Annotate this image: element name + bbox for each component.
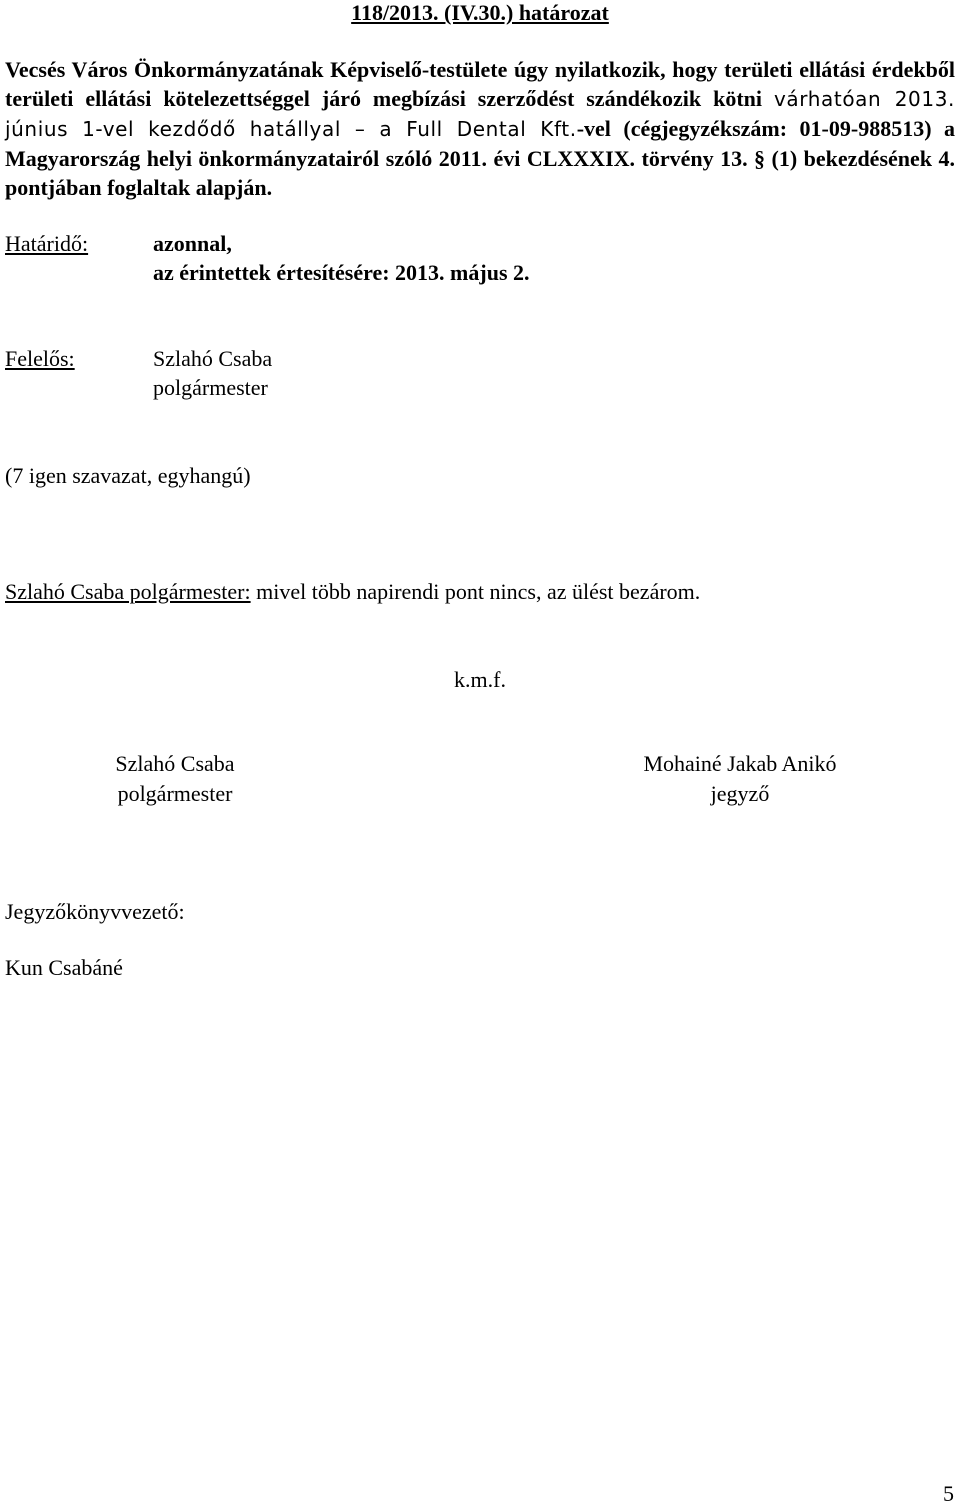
resolution-title: 118/2013. (IV.30.) határozat <box>351 0 609 25</box>
signature-right-title: jegyző <box>710 781 770 806</box>
minutes-keeper-label: Jegyzőkönyvvezető: <box>5 899 185 924</box>
deadline-label: Határidő: <box>5 231 89 256</box>
signature-right <box>600 749 880 809</box>
page-number: 5 <box>943 1481 954 1506</box>
closing-text: mivel több napirendi pont nincs, az ülést bezárom. <box>250 579 701 604</box>
signature-left <box>70 749 280 809</box>
deadline-value-line1: azonnal, <box>153 231 232 256</box>
resolution-text-part-3: -vel (cégjegyzékszám: 01-09-988513) a Magyarország helyi önkormányzatairól szóló 2011. évi CLXXXIX. törvény 13. § (1) bekezdésének 4. pontjában foglaltak alapján. <box>5 116 955 200</box>
signature-right-name: Mohainé Jakab Anikó <box>643 751 837 776</box>
vote-result: (7 igen szavazat, egyhangú) <box>5 463 251 488</box>
resolution-text-part-2: várhatóan 2013. június 1-vel kezdődő hatállyal – a Full Dental Kft. <box>5 87 955 141</box>
signature-left-title: polgármester <box>117 781 233 806</box>
signature-left-name: Szlahó Csaba <box>115 751 235 776</box>
responsible-name: Szlahó Csaba <box>153 346 273 371</box>
responsible-label: Felelős: <box>5 346 75 371</box>
responsible-title: polgármester <box>153 375 268 400</box>
resolution-text-part-1: Vecsés Város Önkormányzatának Képviselő-testülete úgy nyilatkozik, hogy területi ellátási érdekből területi ellátási kötelezettséggel járó megbízási szerződést szándékozik kötni <box>5 57 955 111</box>
minutes-keeper-name: Kun Csabáné <box>5 955 123 980</box>
closing-statement <box>5 577 700 606</box>
closing-speaker: Szlahó Csaba polgármester: <box>5 579 251 604</box>
resolution-text <box>5 55 955 202</box>
kmf-label: k.m.f. <box>454 667 506 692</box>
deadline-value-line2: az érintettek értesítésére: 2013. május 2. <box>153 260 530 285</box>
